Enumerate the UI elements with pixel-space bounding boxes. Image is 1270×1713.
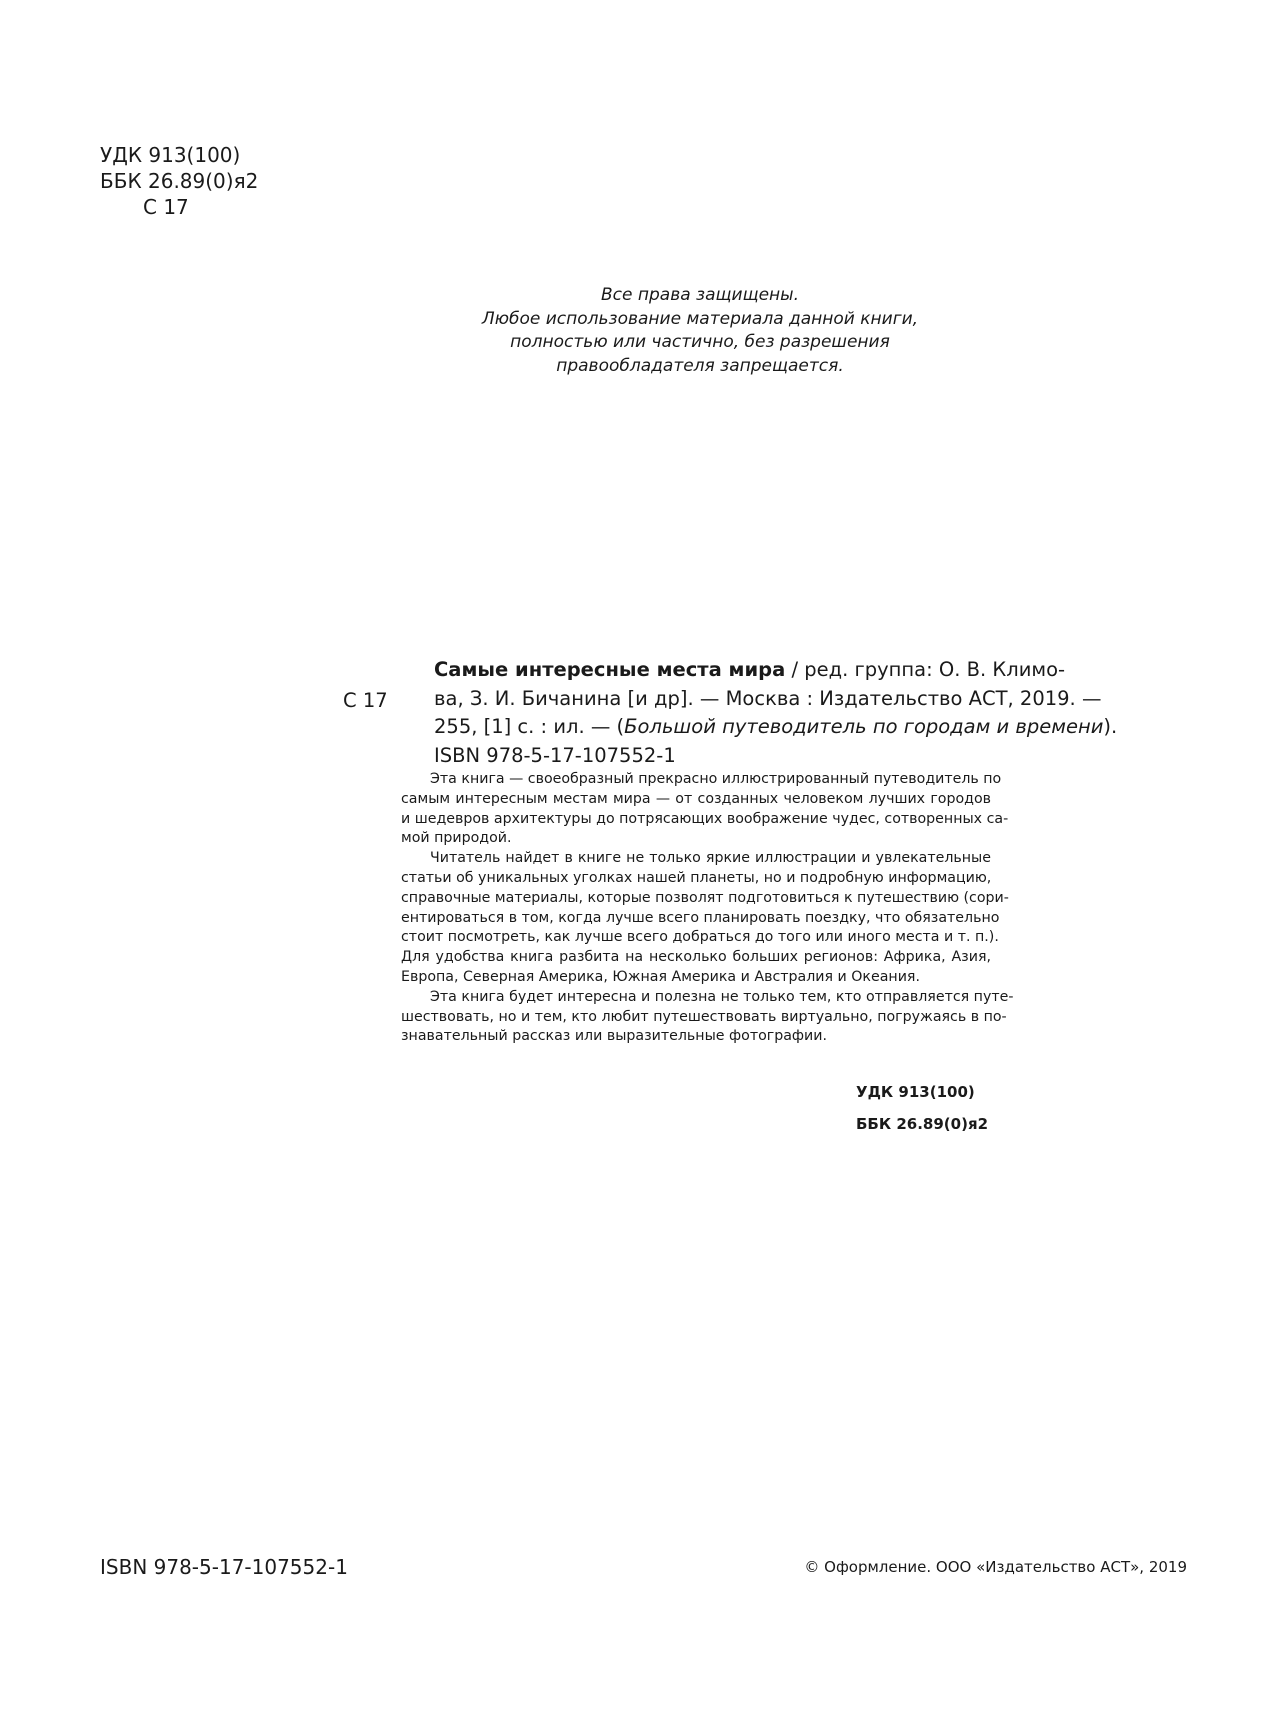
editors-text: / ред. группа: О. В. Климо- <box>785 658 1066 681</box>
biblio-line-1 <box>434 656 1066 685</box>
annotation-line: стоит посмотреть, как лучше всего добраться до того или иного места и т. п.). <box>401 929 999 946</box>
rights-line: Все права защищены. <box>601 285 799 305</box>
annotation-line: статьи об уникальных уголках нашей планеты, но и подробную информацию, <box>401 869 992 886</box>
annotation-line: мой природой. <box>401 830 512 847</box>
bbk-code-bold: ББК 26.89(0)я2 <box>856 1115 989 1133</box>
biblio-line-3 <box>434 713 1118 742</box>
rights-line: правообладателя запрещается. <box>556 355 844 376</box>
classification-top <box>100 142 258 220</box>
annotation-line: Европа, Северная Америка, Южная Америка и Австралия и Океания. <box>401 968 920 985</box>
footer-copyright: © Оформление. ООО «Издательство АСТ», 2019 <box>804 1558 1187 1576</box>
bbk-code: ББК 26.89(0)я2 <box>100 169 259 193</box>
biblio-isbn: ISBN 978-5-17-107552-1 <box>434 743 676 767</box>
author-sign: С 17 <box>143 195 189 219</box>
rights-line: Любое использование материала данной книги, <box>481 308 919 329</box>
biblio-author-sign: С 17 <box>343 689 388 712</box>
pages-text: 255, [1] с. : ил. — ( <box>434 715 625 738</box>
series-title: Большой путеводитель по городам и времени <box>624 715 1104 738</box>
annotation-line: самым интересным местам мира — от созданных человеком лучших городов <box>401 790 991 807</box>
annotation <box>401 770 1014 1047</box>
bibliographic-description <box>434 656 1118 770</box>
annotation-line: Эта книга — своеобразный прекрасно иллюстрированный путеводитель по <box>430 771 1002 787</box>
book-title: Самые интересные места мира <box>434 658 786 681</box>
annotation-line: шествовать, но и тем, кто любит путешествовать виртуально, погружаясь в по- <box>401 1008 1007 1025</box>
udk-code: УДК 913(100) <box>100 143 241 167</box>
series-close: ). <box>1103 715 1118 738</box>
annotation-line: Эта книга будет интересна и полезна не только тем, кто отправляется путе- <box>430 988 1014 1005</box>
annotation-line: Читатель найдет в книге не только яркие иллюстрации и увлекательные <box>430 850 991 867</box>
annotation-line: и шедевров архитектуры до потрясающих воображение чудес, сотворенных са- <box>401 810 1009 827</box>
biblio-line-2: ва, З. И. Бичанина [и др]. — Москва : Издательство АСТ, 2019. — <box>434 686 1102 710</box>
annotation-line: справочные материалы, которые позволят подготовиться к путешествию (сори- <box>401 889 1009 906</box>
classification-bottom <box>856 1076 988 1140</box>
rights-notice <box>440 284 960 378</box>
annotation-line: знавательный рассказ или выразительные фотографии. <box>401 1028 827 1045</box>
footer-isbn: ISBN 978-5-17-107552-1 <box>100 1555 348 1579</box>
rights-line: полностью или частично, без разрешения <box>510 332 890 352</box>
annotation-line: ентироваться в том, когда лучше всего планировать поездку, что обязательно <box>401 909 1000 926</box>
annotation-line: Для удобства книга разбита на несколько больших регионов: Африка, Азия, <box>401 949 991 966</box>
udk-code-bold: УДК 913(100) <box>856 1083 975 1101</box>
